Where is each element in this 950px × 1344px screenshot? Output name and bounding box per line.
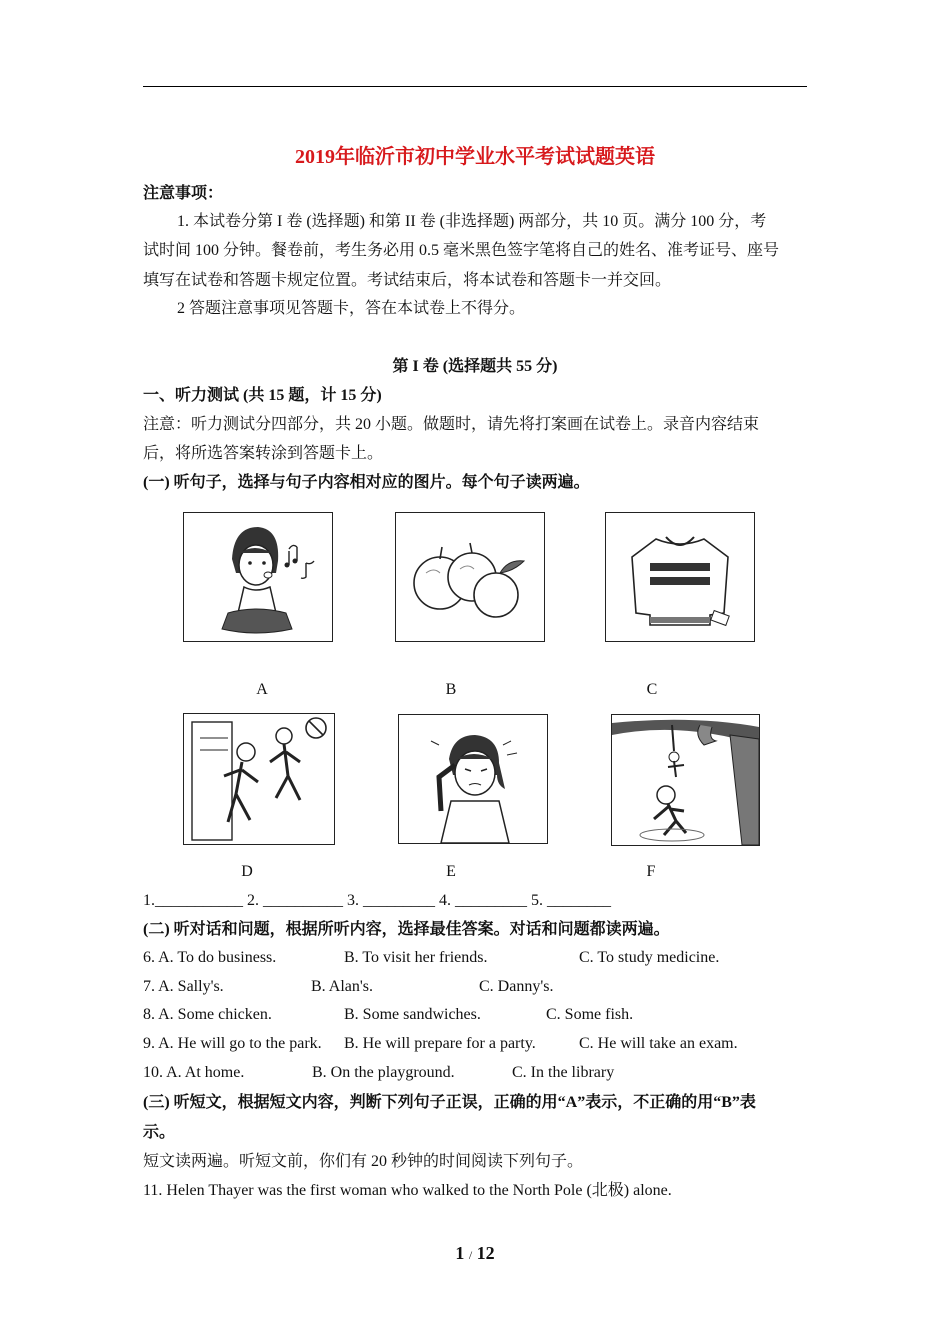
section1-note-line1: 注意：听力测试分四部分，共 20 小题。做题时，请先将打案画在试卷上。录音内容结束 — [143, 416, 760, 433]
picture-a — [183, 512, 333, 642]
sub3-heading-line1: (三) 听短文，根据短文内容，判断下列句子正误，正确的用“A”表示，不正确的用“B”表 — [143, 1094, 756, 1111]
page-title: 2019年临沂市初中学业水平考试试题英语 — [295, 146, 655, 168]
sweater-icon — [606, 513, 754, 641]
sub2-heading: (二) 听对话和问题，根据所听内容，选择最佳答案。对话和问题都读两遍。 — [143, 921, 670, 938]
running-boys-icon — [184, 714, 334, 844]
header-rule — [143, 86, 807, 87]
q9-option-b: B. He will prepare for a party. — [344, 1035, 536, 1052]
picture-label-b: B — [445, 681, 457, 698]
answer-blanks: 1.___________ 2. __________ 3. _________ 4. _________ 5. ________ — [143, 892, 611, 909]
q6-option-a: 6. A. To do business. — [143, 949, 277, 966]
part1-title: 第 I 卷 (选择题共 55 分) — [392, 358, 558, 375]
picture-label-d: D — [241, 863, 253, 880]
page-separator: / — [468, 1248, 473, 1262]
picture-label-f: F — [646, 863, 656, 880]
picture-f — [611, 714, 760, 846]
q8-option-c: C. Some fish. — [546, 1006, 634, 1023]
section1-heading: 一、听力测试 (共 15 题，计 15 分) — [143, 387, 382, 404]
fruit-icon — [396, 513, 544, 641]
q6-option-b: B. To visit her friends. — [344, 949, 488, 966]
q10-option-c: C. In the library — [512, 1064, 615, 1081]
notice-p1-line1: 1. 本试卷分第 I 卷 (选择题) 和第 II 卷 (非选择题) 两部分，共 10 页。满分 100 分，考 — [177, 213, 767, 230]
section1-note-line2: 后，将所选答案转涂到答题卡上。 — [143, 445, 384, 462]
notice-heading: 注意事项： — [143, 185, 224, 202]
q7-option-c: C. Danny's. — [479, 978, 554, 995]
notice-p2: 2 答题注意事项见答题卡，答在本试卷上不得分。 — [177, 300, 526, 317]
picture-label-e: E — [446, 863, 456, 880]
q7-option-a: 7. A. Sally's. — [143, 978, 224, 995]
q8-option-a: 8. A. Some chicken. — [143, 1006, 272, 1023]
notice-p1-line3: 填写在试卷和答题卡规定位置。考试结束后，将本试卷和答题卡一并交回。 — [143, 272, 672, 289]
sub1-heading: (一) 听句子，选择与句子内容相对应的图片。每个句子读两遍。 — [143, 474, 590, 491]
q9-option-a: 9. A. He will go to the park. — [143, 1035, 322, 1052]
notice-p1-line2: 试时间 100 分钟。餐卷前，考生务必用 0.5 毫米黑色签字笔将自己的姓名、准考证号、座号 — [143, 242, 780, 259]
q9-option-c: C. He will take an exam. — [579, 1035, 738, 1052]
q7-option-b: B. Alan's. — [311, 978, 373, 995]
picture-label-a: A — [256, 681, 268, 698]
q10-option-a: 10. A. At home. — [143, 1064, 245, 1081]
tree-boy-icon — [612, 715, 759, 845]
q10-option-b: B. On the playground. — [312, 1064, 455, 1081]
singing-girl-icon — [184, 513, 332, 641]
picture-d — [183, 713, 335, 845]
picture-c — [605, 512, 755, 642]
sub3-heading-line2: 示。 — [143, 1124, 176, 1141]
q8-option-b: B. Some sandwiches. — [344, 1006, 481, 1023]
picture-b — [395, 512, 545, 642]
sub3-instruction: 短文读两遍。听短文前，你们有 20 秒钟的时间阅读下列句子。 — [143, 1153, 584, 1170]
picture-label-c: C — [646, 681, 658, 698]
page-total: 12 — [476, 1243, 495, 1263]
headache-girl-icon — [399, 715, 547, 843]
picture-e — [398, 714, 548, 844]
page-current: 1 — [455, 1243, 465, 1263]
question-11: 11. Helen Thayer was the first woman who walked to the North Pole (北极) alone. — [143, 1182, 672, 1199]
q6-option-c: C. To study medicine. — [579, 949, 720, 966]
page-number — [0, 1243, 950, 1264]
